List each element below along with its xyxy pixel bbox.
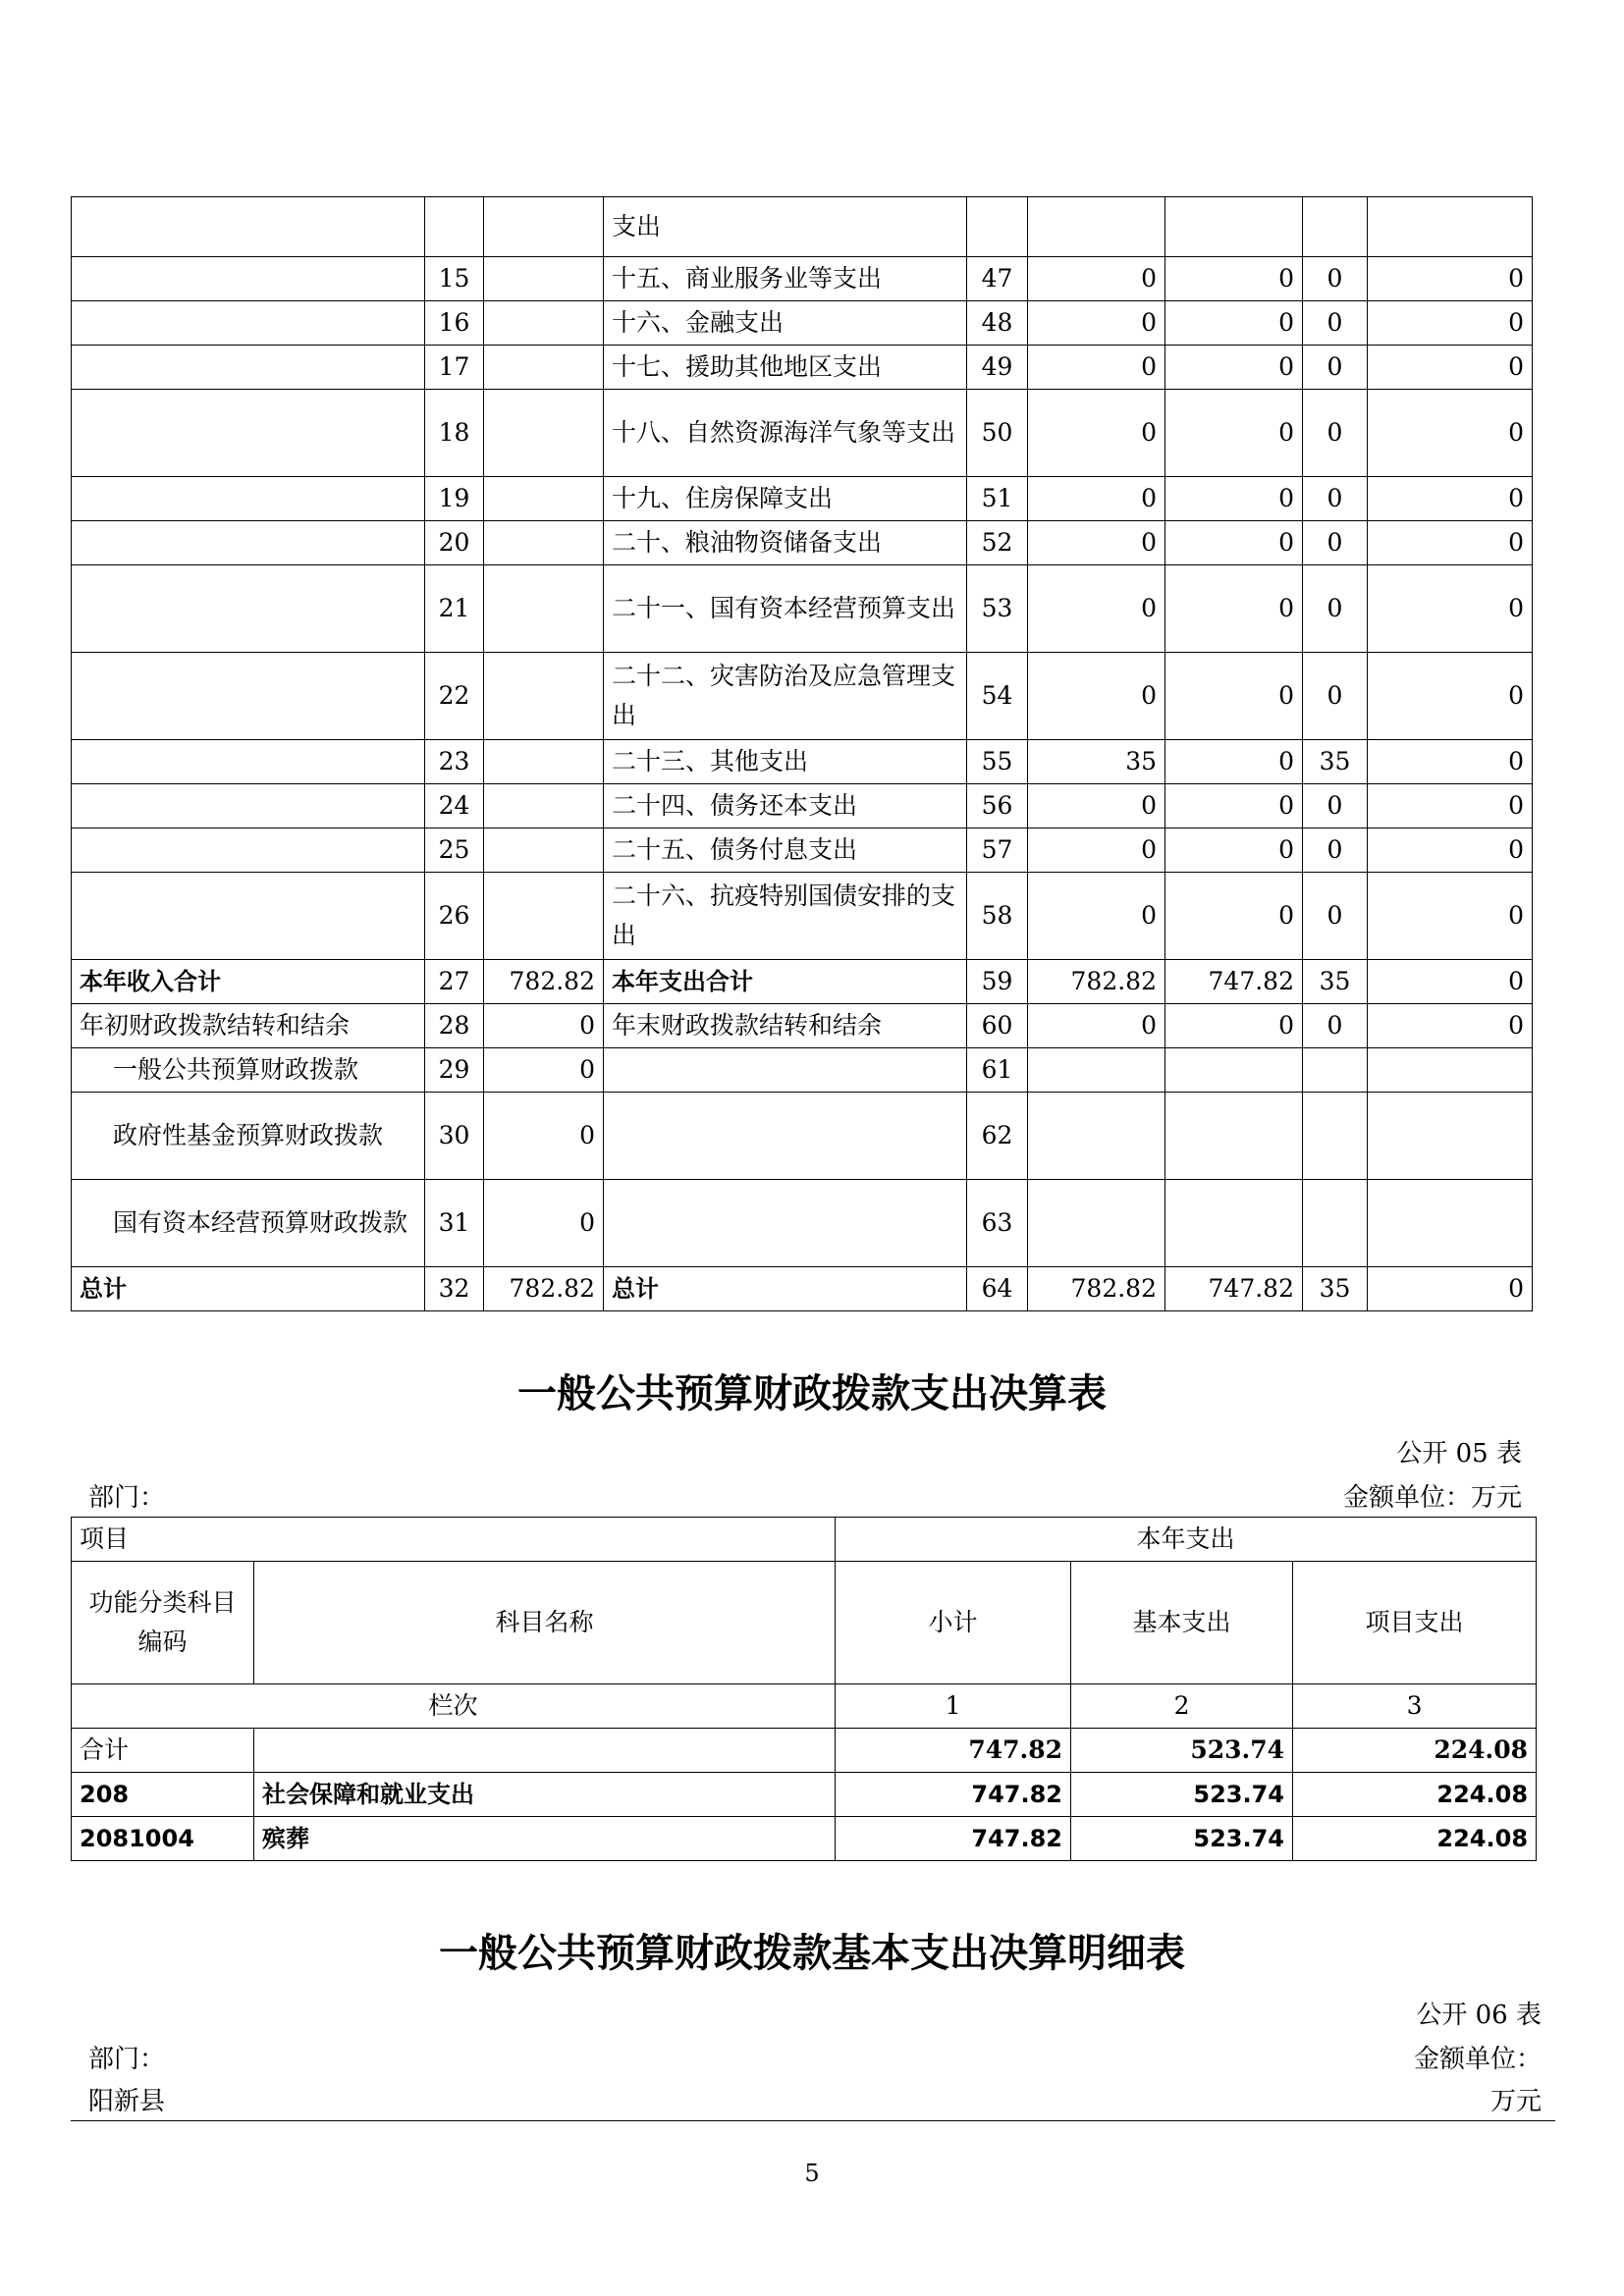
expenditure-total: 0 <box>1028 390 1165 477</box>
table-row <box>72 346 1533 390</box>
table06-form-number: 公开 06 表 <box>1416 2001 1542 2030</box>
row-number: 17 <box>425 346 484 390</box>
government-fund-amount <box>1303 1093 1368 1180</box>
expenditure-row-number: 61 <box>967 1048 1028 1093</box>
income-amount <box>484 828 604 873</box>
function-code: 208 <box>72 1773 254 1817</box>
expenditure-row-number: 47 <box>967 257 1028 301</box>
income-amount <box>484 521 604 565</box>
state-capital-amount: 0 <box>1368 565 1533 653</box>
general-budget-amount: 0 <box>1165 521 1303 565</box>
state-capital-amount <box>1368 1048 1533 1093</box>
expenditure-total: 0 <box>1028 301 1165 346</box>
header-project: 项目 <box>72 1518 836 1562</box>
table-row <box>72 1729 1537 1773</box>
table-row <box>72 1267 1533 1311</box>
general-budget-amount: 0 <box>1165 873 1303 960</box>
row-number: 29 <box>425 1048 484 1093</box>
government-fund-amount: 0 <box>1303 521 1368 565</box>
row-label <box>72 784 425 828</box>
general-budget-amount: 0 <box>1165 257 1303 301</box>
government-fund-amount: 0 <box>1303 565 1368 653</box>
basic-expenditure-value: 523.74 <box>1071 1729 1293 1773</box>
row-label <box>72 740 425 784</box>
expenditure-total: 0 <box>1028 784 1165 828</box>
row-label: 国有资本经营预算财政拨款 <box>72 1180 425 1267</box>
expenditure-item: 十七、援助其他地区支出 <box>604 346 967 390</box>
row-number: 19 <box>425 477 484 521</box>
expenditure-item: 二十五、债务付息支出 <box>604 828 967 873</box>
expenditure-total: 0 <box>1028 521 1165 565</box>
general-budget-amount: 0 <box>1165 346 1303 390</box>
government-fund-amount: 35 <box>1303 960 1368 1004</box>
table-row <box>72 1093 1533 1180</box>
expenditure-row-number: 55 <box>967 740 1028 784</box>
row-label: 一般公共预算财政拨款 <box>72 1048 425 1093</box>
expenditure-total <box>1028 1180 1165 1267</box>
income-amount <box>484 197 604 257</box>
expenditure-row-number: 59 <box>967 960 1028 1004</box>
row-label <box>72 873 425 960</box>
income-amount: 782.82 <box>484 960 604 1004</box>
expenditure-item: 十八、自然资源海洋气象等支出 <box>604 390 967 477</box>
table-row <box>72 565 1533 653</box>
expenditure-total <box>1028 197 1165 257</box>
expenditure-row-number: 60 <box>967 1004 1028 1048</box>
table-row <box>72 1048 1533 1093</box>
expenditure-row-number: 58 <box>967 873 1028 960</box>
state-capital-amount: 0 <box>1368 653 1533 740</box>
expenditure-total: 782.82 <box>1028 1267 1165 1311</box>
expenditure-total <box>1028 1093 1165 1180</box>
expenditure-item <box>604 1048 967 1093</box>
state-capital-amount: 0 <box>1368 301 1533 346</box>
expenditure-total: 0 <box>1028 565 1165 653</box>
state-capital-amount: 0 <box>1368 1004 1533 1048</box>
expenditure-row-number: 57 <box>967 828 1028 873</box>
state-capital-amount: 0 <box>1368 257 1533 301</box>
government-fund-amount: 0 <box>1303 784 1368 828</box>
table-row <box>72 477 1533 521</box>
expenditure-item: 二十四、债务还本支出 <box>604 784 967 828</box>
expenditure-total: 0 <box>1028 828 1165 873</box>
general-budget-amount: 0 <box>1165 1004 1303 1048</box>
expenditure-item: 十六、金融支出 <box>604 301 967 346</box>
row-number: 31 <box>425 1180 484 1267</box>
general-budget-amount <box>1165 197 1303 257</box>
government-fund-amount <box>1303 197 1368 257</box>
government-fund-amount: 35 <box>1303 1267 1368 1311</box>
table-row <box>72 390 1533 477</box>
income-amount: 0 <box>484 1180 604 1267</box>
table06-title: 一般公共预算财政拨款基本支出决算明细表 <box>439 1931 1185 1976</box>
header-subject-name: 科目名称 <box>254 1562 836 1684</box>
row-label <box>72 477 425 521</box>
state-capital-amount: 0 <box>1368 521 1533 565</box>
general-budget-expenditure-table <box>71 1517 1537 1861</box>
income-amount <box>484 565 604 653</box>
row-number: 32 <box>425 1267 484 1311</box>
row-label <box>72 828 425 873</box>
general-budget-amount: 0 <box>1165 653 1303 740</box>
row-label: 总计 <box>72 1267 425 1311</box>
expenditure-row-number: 62 <box>967 1093 1028 1180</box>
row-label <box>72 521 425 565</box>
row-number: 15 <box>425 257 484 301</box>
expenditure-item: 年末财政拨款结转和结余 <box>604 1004 967 1048</box>
expenditure-row-number: 53 <box>967 565 1028 653</box>
row-label <box>72 346 425 390</box>
state-capital-amount: 0 <box>1368 960 1533 1004</box>
state-capital-amount <box>1368 1093 1533 1180</box>
row-label <box>72 565 425 653</box>
expenditure-item: 二十、粮油物资储备支出 <box>604 521 967 565</box>
table-row <box>72 784 1533 828</box>
general-budget-amount: 0 <box>1165 301 1303 346</box>
table-row <box>72 653 1533 740</box>
state-capital-amount: 0 <box>1368 1267 1533 1311</box>
expenditure-row-number: 64 <box>967 1267 1028 1311</box>
table-row <box>72 1004 1533 1048</box>
government-fund-amount: 0 <box>1303 257 1368 301</box>
income-amount <box>484 653 604 740</box>
expenditure-row-number: 48 <box>967 301 1028 346</box>
general-budget-amount: 0 <box>1165 784 1303 828</box>
general-budget-amount: 747.82 <box>1165 960 1303 1004</box>
expenditure-row-number: 51 <box>967 477 1028 521</box>
row-number: 27 <box>425 960 484 1004</box>
general-budget-amount: 0 <box>1165 828 1303 873</box>
government-fund-amount: 0 <box>1303 346 1368 390</box>
government-fund-amount: 0 <box>1303 828 1368 873</box>
general-budget-amount: 0 <box>1165 565 1303 653</box>
table-row <box>72 740 1533 784</box>
expenditure-row-number: 54 <box>967 653 1028 740</box>
subject-name: 殡葬 <box>254 1817 836 1861</box>
row-number <box>425 197 484 257</box>
row-label: 政府性基金预算财政拨款 <box>72 1093 425 1180</box>
expenditure-row-number: 50 <box>967 390 1028 477</box>
table-row <box>72 873 1533 960</box>
row-number: 20 <box>425 521 484 565</box>
state-capital-amount <box>1368 197 1533 257</box>
project-expenditure-value: 224.08 <box>1293 1773 1537 1817</box>
subject-name: 社会保障和就业支出 <box>254 1773 836 1817</box>
row-number: 24 <box>425 784 484 828</box>
government-fund-amount: 0 <box>1303 301 1368 346</box>
expenditure-item: 十九、住房保障支出 <box>604 477 967 521</box>
row-number: 18 <box>425 390 484 477</box>
table-row <box>72 1773 1537 1817</box>
income-amount <box>484 301 604 346</box>
expenditure-total: 782.82 <box>1028 960 1165 1004</box>
expenditure-item: 本年支出合计 <box>604 960 967 1004</box>
subtotal-value: 747.82 <box>836 1773 1071 1817</box>
general-budget-amount <box>1165 1180 1303 1267</box>
general-budget-amount <box>1165 1048 1303 1093</box>
expenditure-total: 0 <box>1028 257 1165 301</box>
table-row <box>72 828 1533 873</box>
expenditure-total: 0 <box>1028 653 1165 740</box>
government-fund-amount: 0 <box>1303 873 1368 960</box>
state-capital-amount: 0 <box>1368 828 1533 873</box>
income-amount <box>484 873 604 960</box>
table-row <box>72 521 1533 565</box>
row-number: 25 <box>425 828 484 873</box>
function-code: 2081004 <box>72 1817 254 1861</box>
state-capital-amount: 0 <box>1368 346 1533 390</box>
header-this-year-expenditure: 本年支出 <box>836 1518 1537 1562</box>
row-number: 28 <box>425 1004 484 1048</box>
income-amount <box>484 740 604 784</box>
government-fund-amount: 0 <box>1303 390 1368 477</box>
row-number: 22 <box>425 653 484 740</box>
row-number: 21 <box>425 565 484 653</box>
expenditure-total: 0 <box>1028 1004 1165 1048</box>
government-fund-amount: 0 <box>1303 653 1368 740</box>
row-number: 30 <box>425 1093 484 1180</box>
table-row <box>72 197 1533 257</box>
government-fund-amount: 35 <box>1303 740 1368 784</box>
row-label: 本年收入合计 <box>72 960 425 1004</box>
table05-unit-label: 金额单位：万元 <box>1342 1483 1522 1513</box>
table06-top-rule <box>71 2120 1555 2121</box>
subject-name <box>254 1729 836 1773</box>
income-amount: 0 <box>484 1004 604 1048</box>
expenditure-item: 二十二、灾害防治及应急管理支出 <box>604 653 967 740</box>
basic-expenditure-value: 523.74 <box>1071 1817 1293 1861</box>
table06-unit-label: 金额单位： <box>1413 2045 1542 2074</box>
expenditure-item: 十五、商业服务业等支出 <box>604 257 967 301</box>
expenditure-row-number: 56 <box>967 784 1028 828</box>
column-number: 1 <box>836 1684 1071 1729</box>
income-amount <box>484 784 604 828</box>
state-capital-amount: 0 <box>1368 740 1533 784</box>
income-expenditure-table <box>71 196 1533 1311</box>
project-expenditure-value: 224.08 <box>1293 1729 1537 1773</box>
expenditure-total <box>1028 1048 1165 1093</box>
table06-unit-value: 万元 <box>1489 2087 1542 2116</box>
expenditure-total: 0 <box>1028 477 1165 521</box>
government-fund-amount: 0 <box>1303 477 1368 521</box>
expenditure-row-number: 49 <box>967 346 1028 390</box>
row-number: 16 <box>425 301 484 346</box>
row-label <box>72 653 425 740</box>
row-label <box>72 301 425 346</box>
row-label <box>72 390 425 477</box>
header-subtotal: 小计 <box>836 1562 1071 1684</box>
general-budget-amount: 0 <box>1165 740 1303 784</box>
expenditure-row-number <box>967 197 1028 257</box>
table05-department-label: 部门： <box>88 1483 166 1513</box>
header-function-code: 功能分类科目编码 <box>72 1562 254 1684</box>
row-label: 年初财政拨款结转和结余 <box>72 1004 425 1048</box>
income-amount: 0 <box>484 1048 604 1093</box>
government-fund-amount: 0 <box>1303 1004 1368 1048</box>
basic-expenditure-value: 523.74 <box>1071 1773 1293 1817</box>
state-capital-amount <box>1368 1180 1533 1267</box>
expenditure-item: 总计 <box>604 1267 967 1311</box>
table05-title: 一般公共预算财政拨款支出决算表 <box>517 1371 1107 1416</box>
column-number: 3 <box>1293 1684 1537 1729</box>
general-budget-amount: 0 <box>1165 390 1303 477</box>
expenditure-total: 0 <box>1028 873 1165 960</box>
table-row <box>72 257 1533 301</box>
expenditure-item: 二十一、国有资本经营预算支出 <box>604 565 967 653</box>
header-project-expenditure: 项目支出 <box>1293 1562 1537 1684</box>
expenditure-item: 二十三、其他支出 <box>604 740 967 784</box>
general-budget-amount: 747.82 <box>1165 1267 1303 1311</box>
state-capital-amount: 0 <box>1368 784 1533 828</box>
government-fund-amount <box>1303 1048 1368 1093</box>
income-amount <box>484 346 604 390</box>
expenditure-item <box>604 1180 967 1267</box>
expenditure-item: 支出 <box>604 197 967 257</box>
general-budget-amount: 0 <box>1165 477 1303 521</box>
income-amount: 782.82 <box>484 1267 604 1311</box>
table05-form-number: 公开 05 表 <box>1396 1439 1522 1468</box>
header-column-sequence: 栏次 <box>72 1684 836 1729</box>
expenditure-row-number: 63 <box>967 1180 1028 1267</box>
page-number: 5 <box>804 2160 820 2187</box>
table-row <box>72 1817 1537 1861</box>
subtotal-value: 747.82 <box>836 1817 1071 1861</box>
government-fund-amount <box>1303 1180 1368 1267</box>
income-amount: 0 <box>484 1093 604 1180</box>
function-code: 合计 <box>72 1729 254 1773</box>
column-number: 2 <box>1071 1684 1293 1729</box>
table-row <box>72 1180 1533 1267</box>
header-basic-expenditure: 基本支出 <box>1071 1562 1293 1684</box>
expenditure-total: 0 <box>1028 346 1165 390</box>
state-capital-amount: 0 <box>1368 477 1533 521</box>
expenditure-total: 35 <box>1028 740 1165 784</box>
table-row <box>72 301 1533 346</box>
state-capital-amount: 0 <box>1368 390 1533 477</box>
row-label <box>72 257 425 301</box>
table06-department-value: 阳新县 <box>88 2087 166 2116</box>
income-amount <box>484 477 604 521</box>
expenditure-item <box>604 1093 967 1180</box>
row-number: 23 <box>425 740 484 784</box>
expenditure-item: 二十六、抗疫特别国债安排的支出 <box>604 873 967 960</box>
row-number: 26 <box>425 873 484 960</box>
table-row <box>72 960 1533 1004</box>
income-amount <box>484 257 604 301</box>
row-label <box>72 197 425 257</box>
expenditure-row-number: 52 <box>967 521 1028 565</box>
project-expenditure-value: 224.08 <box>1293 1817 1537 1861</box>
general-budget-amount <box>1165 1093 1303 1180</box>
table06-department-label: 部门： <box>88 2045 166 2074</box>
income-amount <box>484 390 604 477</box>
state-capital-amount: 0 <box>1368 873 1533 960</box>
subtotal-value: 747.82 <box>836 1729 1071 1773</box>
